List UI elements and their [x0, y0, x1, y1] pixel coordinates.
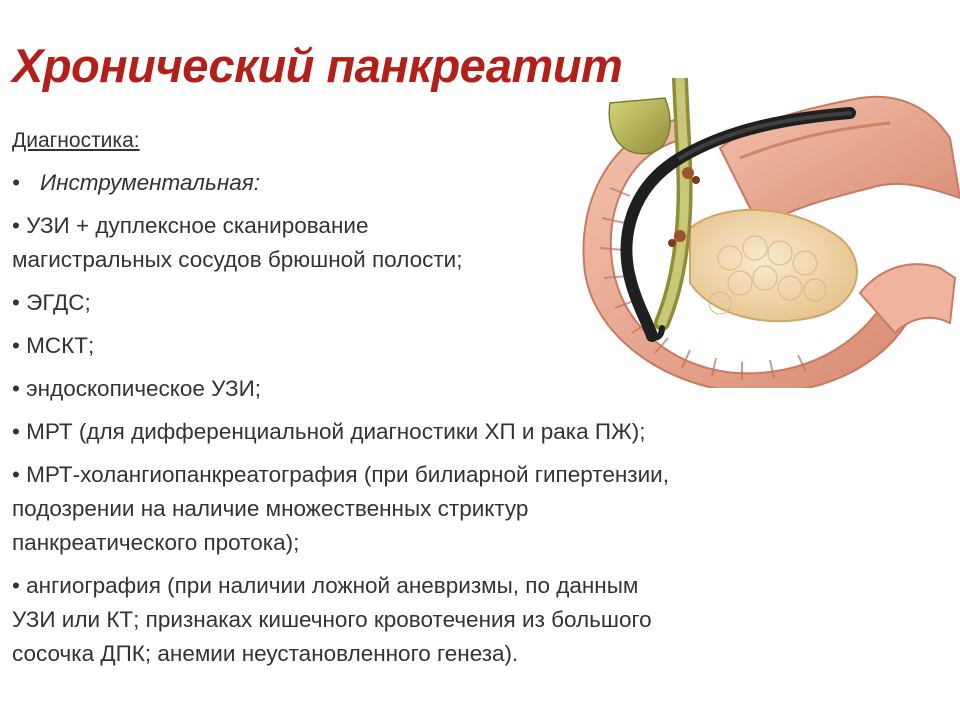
bullet-icon: •	[12, 419, 20, 444]
list-item-line: МРТ (для дифференциальной диагностики ХП и рака ПЖ);	[26, 419, 646, 444]
list-item-line: панкреатического протока);	[12, 530, 300, 555]
content-area	[12, 128, 952, 680]
list-item-angiography	[12, 569, 952, 671]
list-item-line: сосочка ДПК; анемии неустановленного генеза).	[12, 641, 519, 666]
bullet-icon: •	[12, 573, 20, 598]
list-item-ultrasound	[12, 209, 952, 277]
list-item-instrumental	[12, 166, 952, 200]
list-item-msct	[12, 329, 952, 363]
list-item-line: Инструментальная:	[40, 170, 260, 195]
list-item-line: УЗИ или КТ; признаках кишечного кровотечения из большого	[12, 607, 652, 632]
bullet-icon: •	[12, 376, 20, 401]
list-item-line: МРТ-холангиопанкреатография (при билиарной гипертензии,	[26, 462, 669, 487]
list-item-line: УЗИ + дуплексное сканирование	[26, 213, 369, 238]
bullet-icon: •	[12, 333, 20, 358]
list-item-line: магистральных сосудов брюшной полости;	[12, 247, 463, 272]
section-heading: Диагностика:	[12, 129, 140, 152]
list-item-line: эндоскопическое УЗИ;	[26, 376, 261, 401]
list-item-line: подозрении на наличие множественных стриктур	[12, 496, 529, 521]
list-item-endoscopic-ultrasound	[12, 372, 952, 406]
list-item-line: ангиография (при наличии ложной аневризмы, по данным	[26, 573, 639, 598]
list-item-line: ЭГДС;	[26, 290, 91, 315]
slide-title: Хронический панкреатит	[12, 39, 623, 92]
list-item-line: МСКТ;	[26, 333, 95, 358]
bullet-icon: •	[12, 290, 20, 315]
bullet-icon: •	[12, 213, 20, 238]
list-item-mrcp	[12, 458, 952, 560]
list-item-mri	[12, 415, 952, 449]
bullet-icon: •	[12, 462, 20, 487]
bullet-icon: •	[12, 170, 20, 195]
list-item-egds	[12, 286, 952, 320]
